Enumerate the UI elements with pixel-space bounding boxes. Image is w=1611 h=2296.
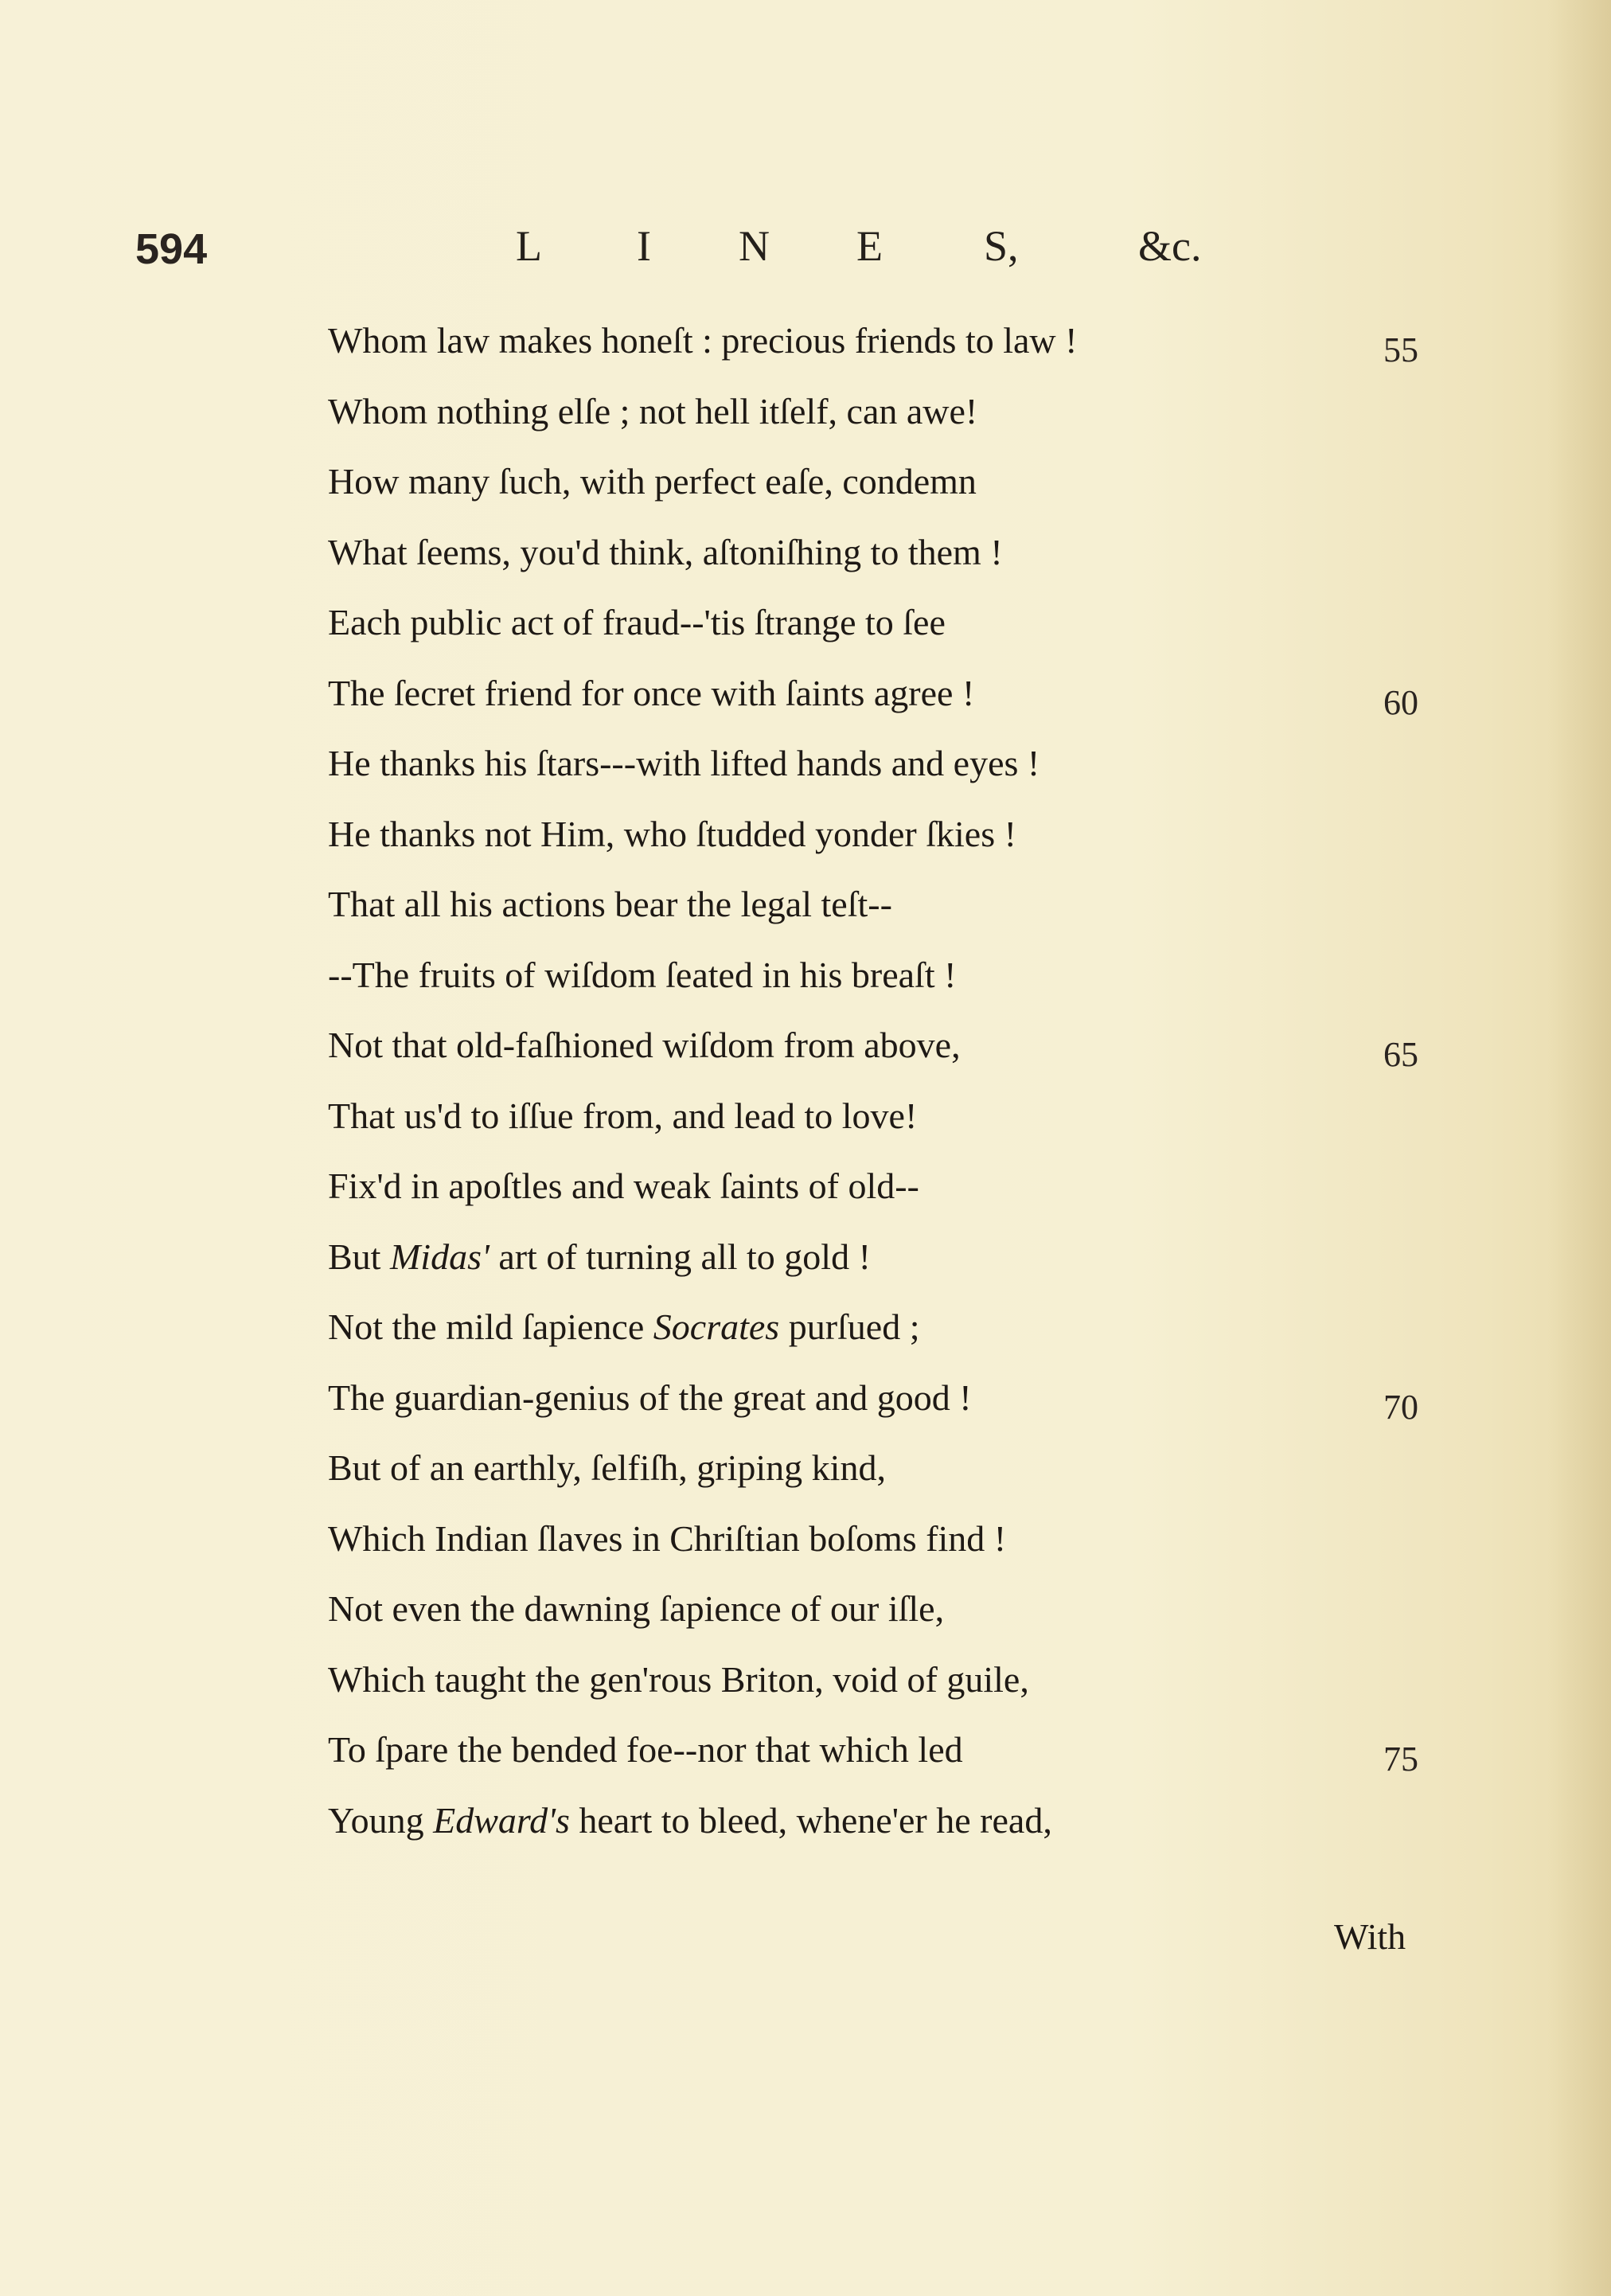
- verse-line: [328, 1446, 886, 1490]
- running-head-letter: S,: [984, 222, 1019, 270]
- verse-text: Each public act of fraud--'tis ſtrange to ſee: [328, 602, 946, 642]
- verse-italic-name: Edward's: [433, 1799, 570, 1841]
- verse-line: [328, 741, 1040, 786]
- verse-text: But: [328, 1236, 390, 1277]
- verse-text: --The fruits of wiſdom ſeated in his breaſt !: [328, 954, 957, 995]
- verse-text: That all his actions bear the legal teſt--: [328, 884, 892, 924]
- running-head-letter: E: [856, 222, 883, 270]
- verse-text: He thanks not Him, who ſtudded yonder ſkies !: [328, 813, 1016, 854]
- verse-italic-name: Midas': [389, 1236, 490, 1277]
- verse-line: [328, 459, 977, 504]
- verse-line: [328, 1164, 919, 1209]
- verse-line: [328, 812, 1016, 857]
- line-number: 65: [1383, 1035, 1418, 1074]
- verse-text: heart to bleed, whene'er he read,: [569, 1799, 1052, 1841]
- verse-text: Not the mild ſapience: [328, 1306, 653, 1347]
- verse-text: The ſecret friend for once with ſaints agree !: [328, 672, 975, 713]
- verse-text: art of turning all to gold !: [489, 1236, 871, 1277]
- verse-line: [328, 882, 892, 927]
- verse-line: [328, 1376, 972, 1420]
- verse-line: [328, 1517, 1006, 1561]
- verse-text: Fix'd in apoſtles and weak ſaints of old--: [328, 1166, 919, 1206]
- verse-text: Which taught the gen'rous Briton, void of guile,: [328, 1658, 1029, 1700]
- verse-line: [328, 1094, 917, 1138]
- line-number: 75: [1383, 1740, 1418, 1779]
- verse-text: How many ſuch, with perfect eaſe, condemn: [328, 461, 977, 502]
- verse-text: What ſeems, you'd think, aſtoniſhing to them !: [328, 531, 1003, 572]
- verse-line: [328, 1728, 963, 1772]
- verse-text: Young: [328, 1799, 434, 1841]
- verse-text: purſued ;: [779, 1306, 920, 1347]
- verse-line: [328, 318, 1077, 363]
- line-number: 70: [1383, 1387, 1418, 1427]
- verse-line: [328, 1235, 871, 1279]
- verse-text: Not that old-faſhioned wiſdom from above,: [328, 1025, 961, 1065]
- running-head-suffix: &c.: [1138, 222, 1202, 270]
- verse-text: Which Indian ſlaves in Chriſtian boſoms find !: [328, 1517, 1007, 1559]
- page-number: 594: [135, 225, 208, 273]
- page-edge-shadow: [1547, 0, 1611, 2296]
- running-head-letter: L: [516, 222, 542, 270]
- verse-text: Whom nothing elſe ; not hell itſelf, can awe!: [328, 390, 978, 431]
- verse-line: [328, 530, 1003, 575]
- verse-italic-name: Socrates: [653, 1306, 780, 1347]
- verse-line: [328, 389, 977, 434]
- verse-text: He thanks his ſtars---with lifted hands and eyes !: [328, 743, 1040, 783]
- running-head-letter: N: [739, 222, 770, 270]
- verse-text: Not even the dawning ſapience of our iſle,: [328, 1588, 945, 1629]
- catchword: With: [1334, 1916, 1406, 1957]
- verse-line: [328, 953, 956, 998]
- verse-line: [328, 600, 946, 645]
- verse-line: [328, 1658, 1029, 1702]
- running-head-letter: I: [637, 222, 651, 270]
- verse-line: [328, 1305, 920, 1349]
- verse-line: [328, 671, 974, 716]
- line-number: 60: [1383, 682, 1418, 722]
- verse-line: [328, 1023, 961, 1068]
- verse-text: The guardian-genius of the great and good !: [328, 1376, 972, 1418]
- verse-text: Whom law makes honeſt : precious friends to law !: [328, 320, 1078, 361]
- line-number: 55: [1383, 330, 1418, 369]
- running-head: [0, 221, 1611, 277]
- verse-text: But of an earthly, ſelfiſh, griping kind,: [328, 1447, 886, 1488]
- verse-text: To ſpare the bended foe--nor that which led: [328, 1729, 963, 1770]
- verse-text: That us'd to iſſue from, and lead to love!: [328, 1095, 918, 1136]
- verse-line: [328, 1798, 1052, 1843]
- verse-line: [328, 1587, 944, 1631]
